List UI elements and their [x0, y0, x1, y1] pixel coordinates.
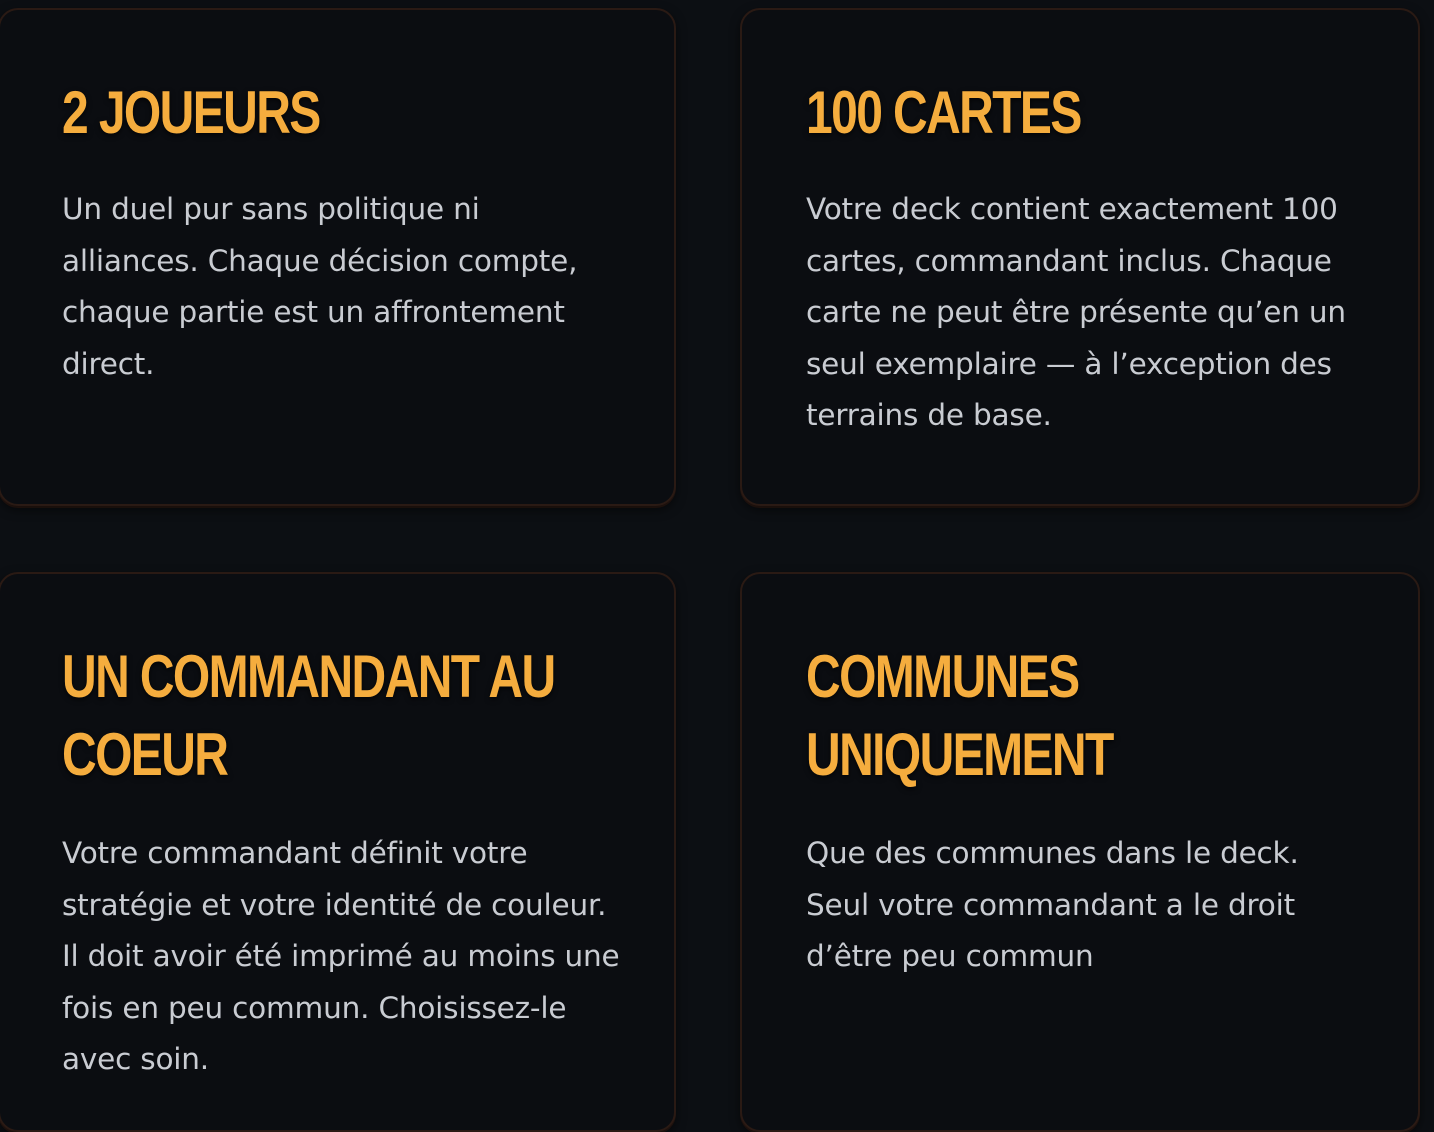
feature-text-commander: Votre commandant définit votre stratégie et votre identité de couleur. Il doit avoir été imprimé au moins une fois en peu commun. Choisissez-le avec soin.: [62, 836, 620, 1076]
feature-title-commander: [62, 638, 555, 794]
feature-text-players: Un duel pur sans politique ni alliances. Chaque décision compte, chaque partie est un affrontement direct.: [62, 192, 578, 381]
feature-title-commons: [806, 638, 1113, 794]
feature-title-commander-line1: UN COMMANDANT AU: [62, 643, 555, 710]
feature-title-commander-line2: COEUR: [62, 721, 228, 788]
feature-title-players: 2 JOUEURS: [62, 79, 320, 146]
feature-text-cards: Votre deck contient exactement 100 cartes, commandant inclus. Chaque carte ne peut être présente qu’en un seul exemplaire — à l’exception des terrains de base.: [806, 192, 1346, 432]
feature-title-cards: 100 CARTES: [806, 79, 1081, 146]
feature-title-commons-line2: UNIQUEMENT: [806, 721, 1113, 788]
feature-title-commons-line1: COMMUNES: [806, 643, 1079, 710]
feature-text-commons: Que des communes dans le deck. Seul votre commandant a le droit d’être peu commun: [806, 836, 1299, 973]
